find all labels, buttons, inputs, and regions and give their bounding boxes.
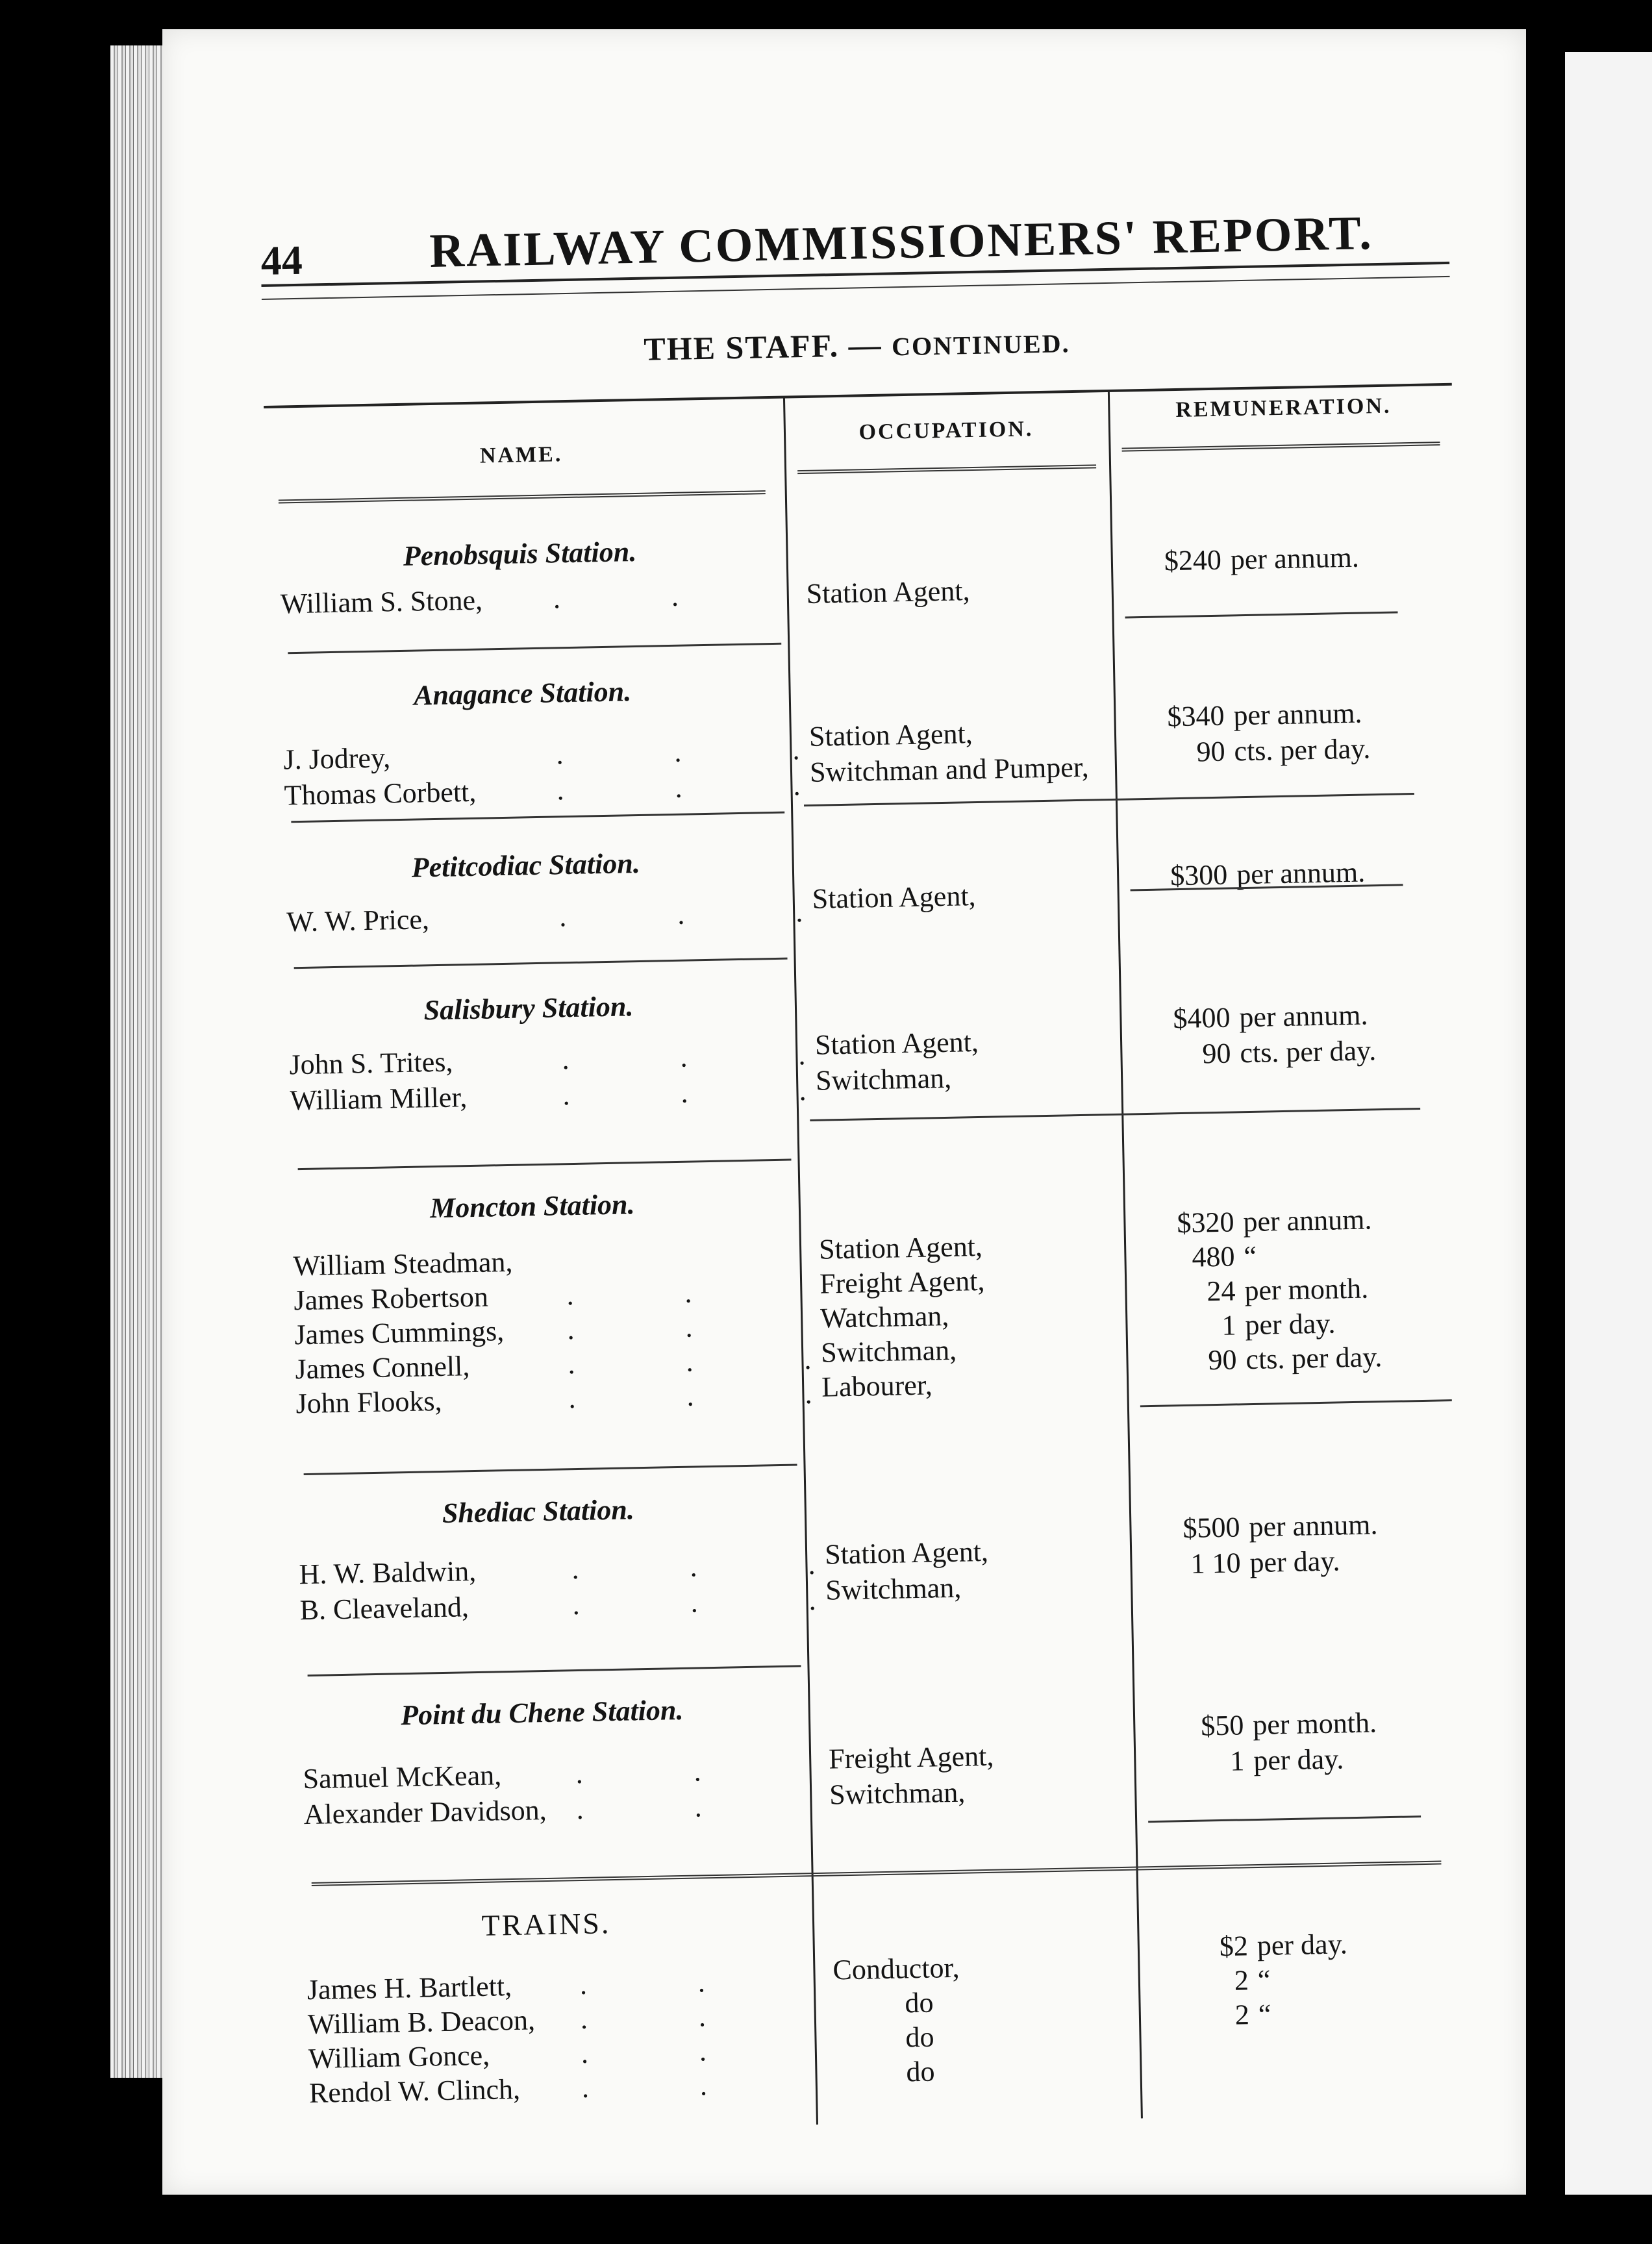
staff-remuneration: 90 cts. per day. — [1208, 1341, 1383, 1377]
station-group-moncton — [279, 1172, 1467, 1420]
station-title: Point du Chene Station. — [400, 1693, 684, 1732]
station-title: Anagance Station. — [413, 675, 632, 712]
staff-name: William B. Deacon, — [307, 2004, 536, 2041]
staff-name: Rendol W. Clinch, — [308, 2073, 521, 2110]
staff-occupation: Station Agent, — [814, 1025, 979, 1061]
leader-dots: . . — [566, 1310, 745, 1346]
leader-dots: . . . — [562, 1073, 858, 1112]
staff-name: James H. Bartlett, — [307, 1970, 512, 2006]
staff-remuneration: $320 per annum. — [1177, 1203, 1372, 1240]
staff-remuneration: 90 cts. per day. — [1202, 1034, 1377, 1070]
staff-occupation: Switchman and Pumper, — [809, 751, 1090, 788]
station-title: Salisbury Station. — [423, 990, 634, 1027]
staff-occupation: Conductor, — [832, 1951, 960, 1986]
staff-name: William Miller, — [290, 1081, 468, 1117]
staff-remuneration: 480 “ — [1192, 1240, 1257, 1273]
staff-remuneration: 24 per month. — [1207, 1272, 1369, 1308]
staff-occupation: Station Agent, — [818, 1230, 983, 1265]
leader-dots: . . . — [561, 1038, 858, 1076]
column-header-name: NAME. — [479, 442, 563, 468]
trains-group — [293, 1889, 1481, 2110]
station-group-shediac — [284, 1477, 1473, 1627]
leader-dots: . . — [581, 2068, 760, 2104]
staff-remuneration: $240 per annum. — [1164, 541, 1360, 577]
column-header-remuneration: REMUNERATION. — [1175, 393, 1392, 422]
station-title: Penobsquis Station. — [403, 535, 637, 572]
staff-remuneration: $300 per annum. — [1170, 856, 1366, 892]
leader-dots: . . — [580, 1999, 758, 2036]
staff-name: William Gonce, — [308, 2039, 490, 2075]
staff-name: John S. Trites, — [289, 1045, 453, 1081]
staff-name: Samuel McKean, — [303, 1759, 502, 1795]
station-title: Moncton Station. — [429, 1188, 635, 1225]
staff-name: James Cummings, — [294, 1315, 505, 1351]
group-separator — [291, 812, 784, 823]
facing-page-edge — [1565, 52, 1652, 2195]
leader-dots: . . — [579, 1965, 758, 2001]
group-separator — [298, 1159, 792, 1171]
staff-name: William Steadman, — [293, 1245, 513, 1282]
leader-dots: . . — [553, 579, 731, 615]
station-title: Shediac Station. — [442, 1493, 635, 1529]
leader-dots: . . . — [568, 1377, 864, 1415]
group-separator — [1125, 611, 1398, 618]
leader-dots: . . . — [555, 732, 852, 771]
staff-remuneration: 2 “ — [1234, 1998, 1271, 2031]
group-separator — [308, 1665, 801, 1677]
staff-remuneration: $340 per annum. — [1167, 697, 1362, 733]
page-content — [260, 179, 1485, 2136]
staff-remuneration: 1 per day. — [1229, 1743, 1344, 1777]
group-separator — [304, 1464, 797, 1475]
staff-remuneration: $2 per day. — [1219, 1928, 1348, 1963]
staff-name: William S. Stone, — [280, 584, 483, 620]
station-group-salisbury — [275, 974, 1464, 1117]
staff-occupation: do — [905, 2021, 934, 2054]
staff-remuneration: 1 10 per day. — [1190, 1545, 1340, 1580]
leader-dots: . . — [576, 1789, 755, 1826]
staff-remuneration: $400 per annum. — [1172, 999, 1368, 1035]
group-separator — [294, 958, 788, 969]
staff-occupation: Station Agent, — [806, 575, 970, 610]
header-separator-remuneration — [1122, 442, 1440, 451]
header-rule-thin — [262, 276, 1450, 300]
staff-name: James Connell, — [295, 1350, 470, 1386]
group-separator — [288, 643, 781, 654]
staff-name: W. W. Price, — [286, 903, 430, 938]
station-group-anagance — [269, 659, 1457, 812]
station-group-petitcodiac — [272, 831, 1460, 938]
staff-name: Thomas Corbett, — [284, 775, 477, 812]
staff-occupation: Freight Agent, — [828, 1739, 994, 1775]
column-header-occupation: OCCUPATION. — [858, 417, 1034, 445]
staff-remuneration: $50 per month. — [1200, 1706, 1377, 1742]
staff-remuneration: $500 per annum. — [1183, 1508, 1378, 1545]
staff-occupation: Switchman, — [815, 1062, 952, 1097]
staff-occupation: Switchman, — [825, 1571, 962, 1606]
station-group-point-du-chene — [288, 1678, 1477, 1831]
leader-dots: . . . — [571, 1547, 868, 1586]
group-separator — [1148, 1815, 1421, 1823]
leader-dots: . . . — [558, 895, 855, 933]
staff-occupation: Station Agent, — [812, 880, 976, 915]
staff-name: B. Cleaveland, — [299, 1591, 469, 1627]
staff-occupation: do — [906, 2055, 935, 2088]
staff-remuneration: 1 per day. — [1221, 1307, 1336, 1341]
staff-occupation: do — [904, 1986, 934, 2019]
header-separator-name — [279, 490, 766, 503]
staff-occupation: Switchman, — [829, 1776, 966, 1811]
staff-name: Alexander Davidson, — [303, 1793, 547, 1831]
staff-name: John Flooks, — [295, 1384, 442, 1420]
staff-occupation: Station Agent, — [824, 1535, 989, 1571]
staff-name: James Robertson — [294, 1280, 489, 1317]
staff-remuneration: 90 cts. per day. — [1196, 732, 1371, 768]
header-separator-occupation — [797, 464, 1096, 474]
staff-occupation: Freight Agent, — [819, 1264, 985, 1300]
staff-occupation: Station Agent, — [808, 717, 973, 753]
trains-title: TRAINS. — [481, 1906, 611, 1942]
staff-occupation: Watchman, — [820, 1299, 949, 1334]
group-separator — [810, 1108, 1420, 1121]
staff-remuneration — [1145, 2028, 1471, 2068]
leader-dots: . . — [566, 1276, 744, 1312]
section-title: THE STAFF. — CONTINUED. — [643, 326, 1070, 368]
page-number: 44 — [260, 236, 303, 284]
leader-dots: . . — [581, 2034, 759, 2070]
leader-dots: . . . — [557, 768, 853, 806]
staff-occupation: Labourer, — [821, 1369, 933, 1403]
staff-name: H. W. Baldwin, — [299, 1554, 477, 1591]
station-title: Petitcodiac Station. — [411, 847, 641, 884]
staff-occupation: Switchman, — [820, 1334, 957, 1369]
leader-dots: . . . — [572, 1583, 868, 1621]
station-group-penobsquis — [266, 519, 1455, 620]
staff-name: J. Jodrey, — [283, 742, 391, 776]
trains-separator — [312, 1861, 1442, 1886]
staff-remuneration: 2 “ — [1234, 1964, 1271, 1997]
leader-dots: . . . — [567, 1342, 864, 1380]
running-title: RAILWAY COMMISSIONERS' REPORT. — [429, 206, 1374, 278]
leader-dots: . . — [575, 1754, 753, 1790]
